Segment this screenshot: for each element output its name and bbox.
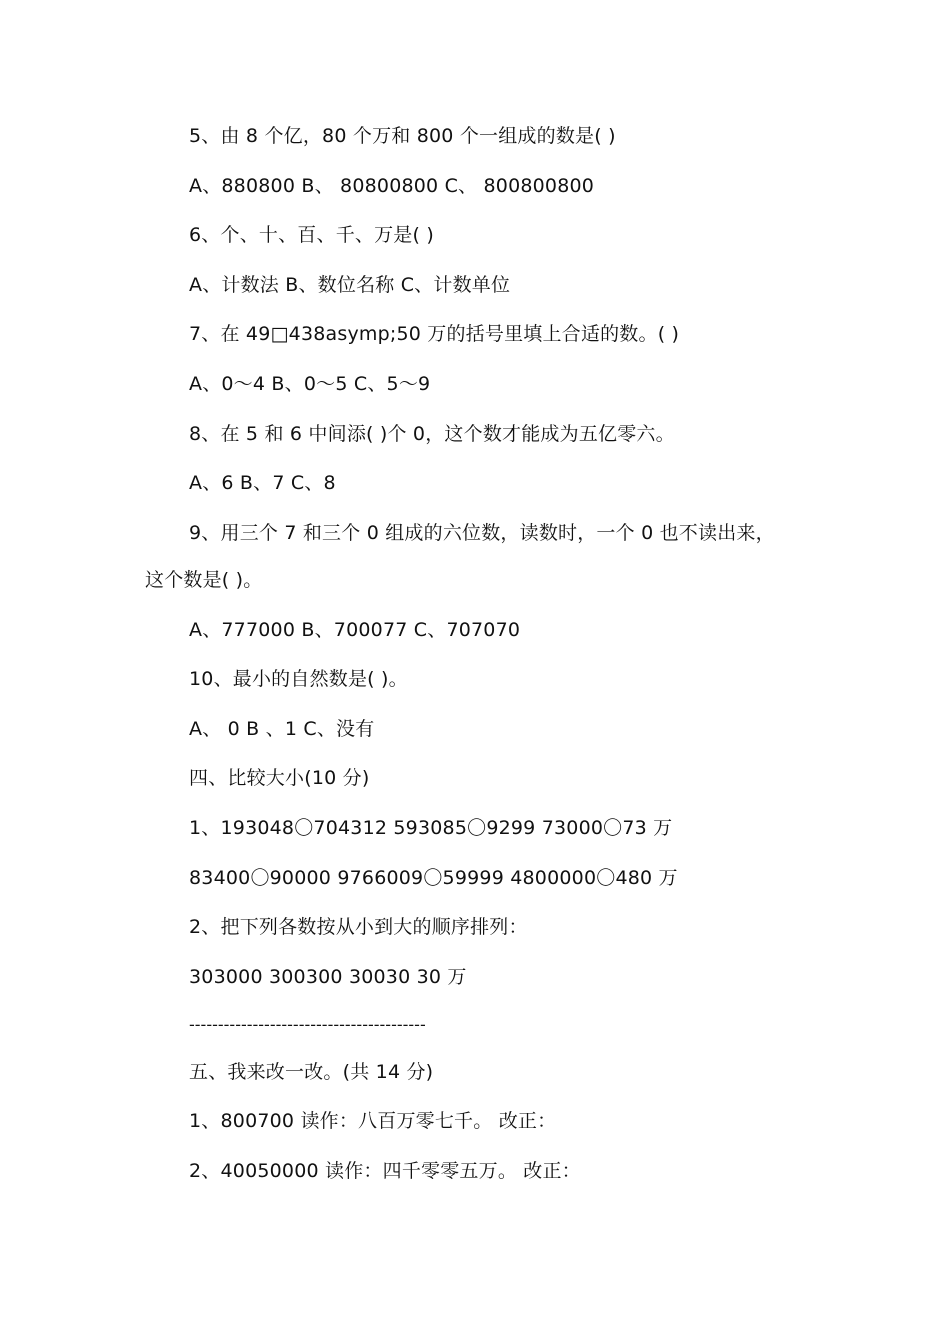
compare-row-1: 1、193048〇704312 593085〇9299 73000〇73 万: [189, 817, 673, 839]
compare-row-2: 83400〇90000 9766009〇59999 4800000〇480 万: [189, 867, 678, 889]
answer-dashed-line: -----------------------------------------: [189, 1015, 426, 1034]
question-10: 10、最小的自然数是( )。: [189, 668, 408, 690]
question-9-continuation: 这个数是( )。: [145, 569, 263, 591]
ordering-numbers: 303000 300300 30030 30 万: [189, 966, 467, 988]
question-9: 9、用三个 7 和三个 0 组成的六位数，读数时，一个 0 也不读出来，: [189, 522, 775, 544]
question-7-options: A、0～4 B、0～5 C、5～9: [189, 373, 431, 395]
question-5: 5、由 8 个亿，80 个万和 800 个一组成的数是( ): [189, 125, 616, 147]
question-7: 7、在 49□438asymp;50 万的括号里填上合适的数。( ): [189, 323, 680, 345]
question-6: 6、个、十、百、千、万是( ): [189, 224, 434, 246]
question-9-options: A、777000 B、700077 C、707070: [189, 619, 521, 641]
question-6-options: A、计数法 B、数位名称 C、计数单位: [189, 274, 511, 296]
correction-item-1: 1、800700 读作：八百万零七千。 改正：: [189, 1110, 557, 1132]
section-5-heading: 五、我来改一改。(共 14 分): [189, 1061, 434, 1083]
question-5-options: A、880800 B、 80800800 C、 800800800: [189, 175, 595, 197]
correction-item-2: 2、40050000 读作：四千零零五万。 改正：: [189, 1160, 581, 1182]
question-10-options: A、 0 B 、1 C、没有: [189, 718, 375, 740]
ordering-instruction: 2、把下列各数按从小到大的顺序排列：: [189, 916, 528, 938]
question-8-options: A、6 B、7 C、8: [189, 472, 336, 494]
question-8: 8、在 5 和 6 中间添( )个 0，这个数才能成为五亿零六。: [189, 423, 675, 445]
section-4-heading: 四、比较大小(10 分): [189, 767, 370, 789]
